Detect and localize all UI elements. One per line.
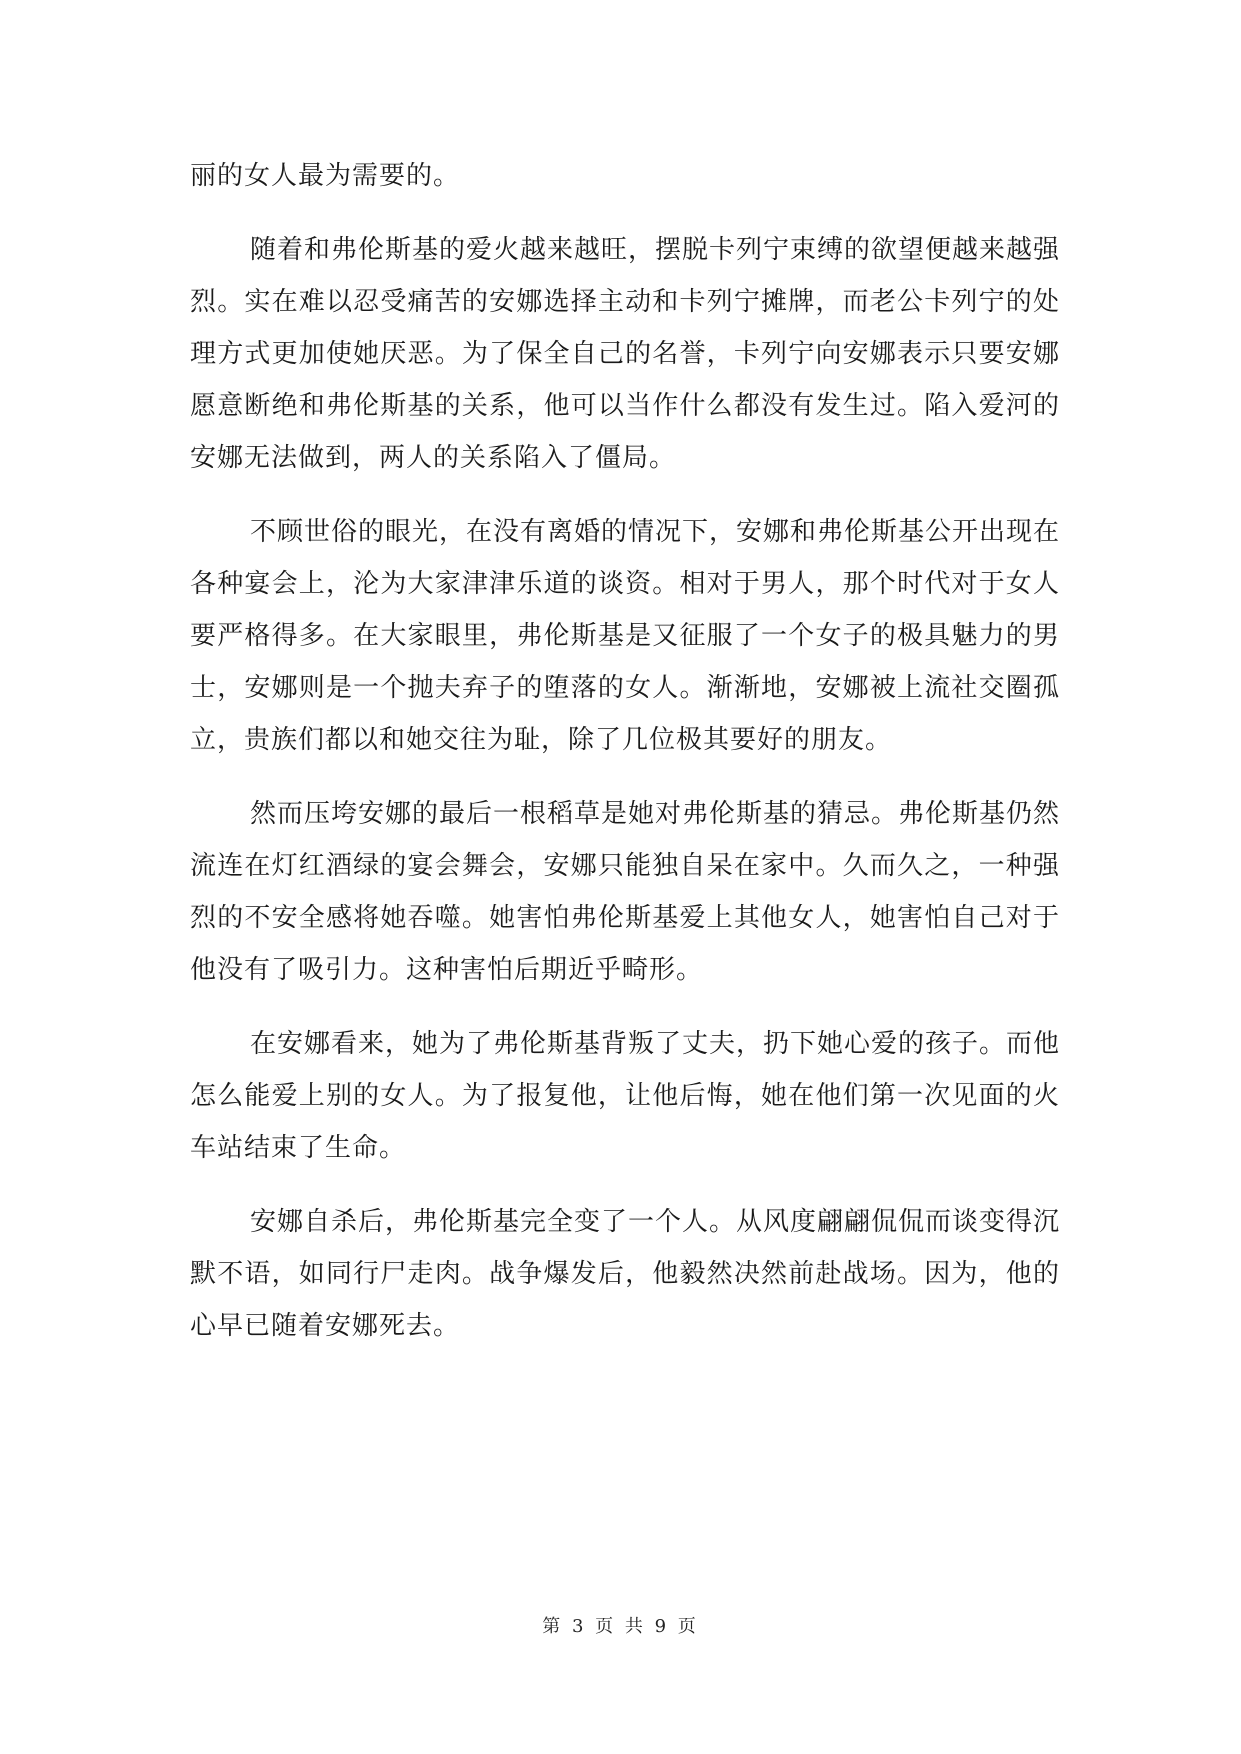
paragraph: 安娜自杀后，弗伦斯基完全变了一个人。从风度翩翩侃侃而谈变得沉默不语，如同行尸走肉。战争爆发后，他毅然决然前赴战场。因为，他的心早已随着安娜死去。 (190, 1207, 1061, 1341)
paragraph: 然而压垮安娜的最后一根稻草是她对弗伦斯基的猜忌。弗伦斯基仍然流连在灯红酒绿的宴会舞会，安娜只能独自呆在家中。久而久之，一种强烈的不安全感将她吞噬。她害怕弗伦斯基爱上其他女人，她害怕自己对于他没有了吸引力。这种害怕后期近乎畸形。 (190, 799, 1061, 985)
page-number-footer: 第 3 页 共 9 页 (542, 1616, 699, 1637)
document-body (190, 150, 1060, 1352)
paragraph-continuation: 丽的女人最为需要的。 (190, 161, 461, 191)
paragraph: 在安娜看来，她为了弗伦斯基背叛了丈夫，扔下她心爱的孩子。而他怎么能爱上别的女人。为了报复他，让他后悔，她在他们第一次见面的火车站结束了生命。 (190, 1029, 1061, 1163)
paragraph: 随着和弗伦斯基的爱火越来越旺，摆脱卡列宁束缚的欲望便越来越强烈。实在难以忍受痛苦的安娜选择主动和卡列宁摊牌，而老公卡列宁的处理方式更加使她厌恶。为了保全自己的名誉，卡列宁向安娜表示只要安娜愿意断绝和弗伦斯基的关系，他可以当作什么都没有发生过。陷入爱河的安娜无法做到，两人的关系陷入了僵局。 (190, 235, 1061, 473)
paragraph: 不顾世俗的眼光，在没有离婚的情况下，安娜和弗伦斯基公开出现在各种宴会上，沦为大家津津乐道的谈资。相对于男人，那个时代对于女人要严格得多。在大家眼里，弗伦斯基是又征服了一个女子的极具魅力的男士，安娜则是一个抛夫弃子的堕落的女人。渐渐地，安娜被上流社交圈孤立，贵族们都以和她交往为耻，除了几位极其要好的朋友。 (190, 517, 1061, 755)
